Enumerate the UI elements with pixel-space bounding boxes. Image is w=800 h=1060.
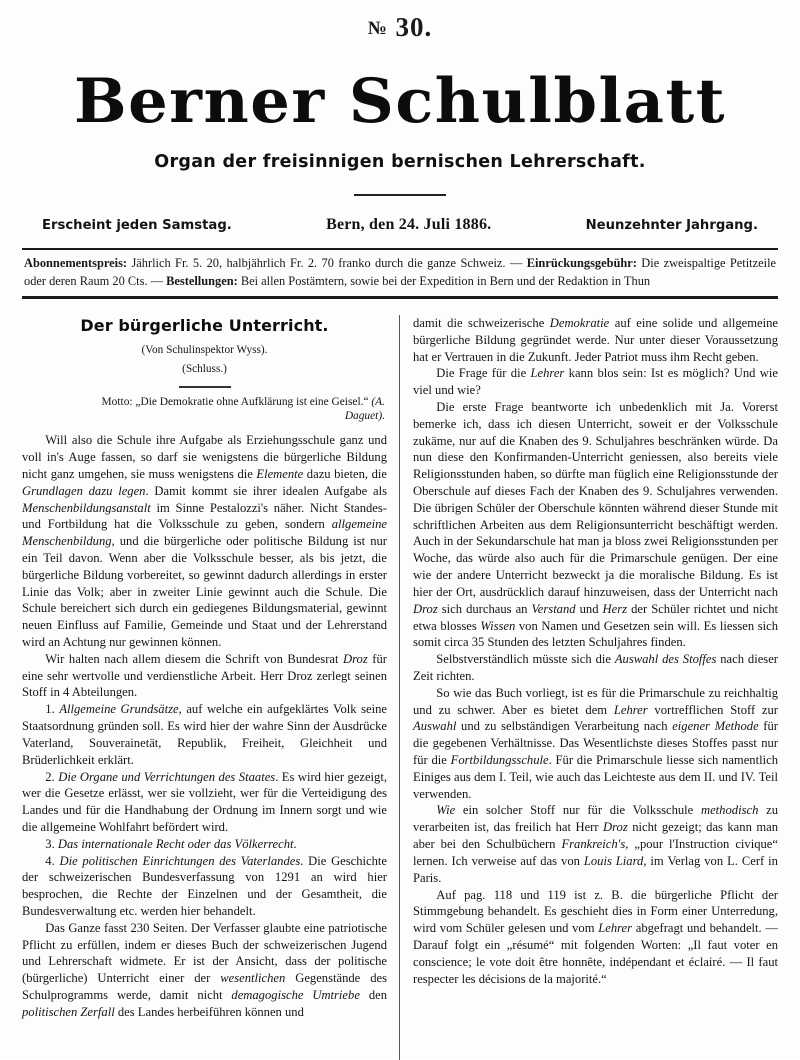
subscription-bottom-rule: [22, 296, 778, 299]
paragraph: Wie ein solcher Stoff nur für die Volksschule methodisch zu verarbeiten ist, das freilich hat Herr Droz nicht gezeigt; das kann man aber bei den Schulbüchern Frankreich's, „pour l'Instruction civique“ lernen. Ich verweise auf das von Louis Liard, im Verlag von L. Cerf in Paris.: [413, 803, 779, 885]
paragraph: Die erste Frage beantworte ich unbedenklich mit Ja. Vorerst bemerke ich, dass ich diesen Unterricht, soweit er der Volksschule zukäme, nur auf die Knaben des 9. Schuljahres beschränken würde. Da nun diese den Konfirmanden-Unterricht geniessen, also bereits viele Religionsstunden haben, so dürfte man füglich eine Religionsstunde der Oberschule auf dieses Fach der Knaben des 9. Schuljahres verwenden. Die übrigen Schüler der Oberschule könnten während dieser Stunde mit schriftlichen Arbeiten aus dem Religionsunterricht beschäftigt werden. Auch in der Sekundarschule hat man ja bloss zwei Religionsstunden per Woche, das würde also auch für die Primarschule genügen. Der eine wie der andere Unterricht bezweckt ja die moralische Bildung. Es ist hier der Ort, ausdrücklich darauf hinzuweisen, dass der Unterricht nach Droz sich durchaus an Verstand und Herz der Schüler richtet und nicht etwa blosses Wissen von Namen und Gesetzen sein will. Es liessen sich somit circa 35 Stunden des letzten Schuljahres finden.: [413, 399, 778, 650]
article-byline: (Von Schulinspektor Wyss).: [141, 344, 268, 357]
paragraph: damit die schweizerische Demokratie auf eine solide und allgemeine bürgerliche Bildung gegründet werde. Nur unter dieser Voraussetzung hat er Vertrauen in die Zukunft. Jeder Patriot muss ihm Recht geben.: [413, 315, 778, 364]
paragraph: 1. Allgemeine Grundsätze, auf welche ein aufgeklärtes Volk seine Staatsordnung gründen soll. Es wird hier der wahre Sinn der Ausdrücke Vaterland, Souverainetät, Republik, Freiheit, Gleichheit und Brüderlichkeit erklärt.: [22, 702, 388, 767]
masthead-divider: [354, 194, 446, 196]
article-title: Der bürgerliche Unterricht.: [80, 315, 329, 335]
place-and-date: Bern, den 24. Juli 1886.: [326, 215, 492, 233]
motto-attribution: (A. Daguet).: [344, 395, 385, 423]
page-title: Berner Schulblatt: [73, 66, 727, 137]
issue-number-line: [0, 0, 800, 41]
paragraph: Die Frage für die Lehrer kann blos sein: Ist es möglich? Und wie viel und wie?: [413, 366, 778, 398]
masthead-subtitle: Organ der freisinnigen bernischen Lehrerschaft.: [154, 152, 646, 172]
subscription-top-rule: [22, 248, 778, 251]
subscription-price-label: Abonnementspreis:: [24, 256, 128, 271]
volume-year: Neunzehnter Jahrgang.: [585, 217, 758, 233]
subscription-info: [24, 255, 776, 290]
motto-divider: [179, 386, 231, 387]
subscription-price-text: Jährlich Fr. 5. 20, halbjährlich Fr. 2. 70 franko durch die ganze Schweiz. —: [127, 256, 527, 271]
article-continuation-note: (Schluss.): [182, 363, 227, 376]
paragraph: 3. Das internationale Recht oder das Völkerrecht.: [45, 836, 297, 851]
advertising-fee-text: Die zweispaltige Petitzeile oder deren Raum 20 Cts. —: [24, 256, 777, 288]
article-columns: [22, 315, 778, 1060]
publication-frequency: Erscheint jeden Samstag.: [42, 217, 232, 233]
article-motto: [22, 395, 385, 425]
advertising-fee-label: Einrückungsgebühr:: [526, 256, 637, 271]
paragraph: 4. Die politischen Einrichtungen des Vaterlandes. Die Geschichte der schweizerischen Bundesverfassung von 1291 an wird hier besprochen, die Rechte der Einzelnen und der Gesamtheit, die Bundesverwaltung etc. werden hier behandelt.: [22, 853, 388, 919]
orders-label: Bestellungen:: [166, 273, 238, 288]
paragraph: Will also die Schule ihre Aufgabe als Erziehungsschule ganz und voll in's Auge fassen, so darf sie wenigstens die bürgerliche Bildung nicht ganz umgehen, sie muss wenigstens die Elemente dazu bieten, die Grundlagen dazu legen. Damit kommt sie ihrer idealen Aufgabe als Menschenbildungsanstalt im Sinne Pestalozzi's näher. Nicht Standes- und Fortbildung hat die Volksschule zu geben, sondern allgemeine Menschenbildung, und die bürgerliche oder politische Bildung ist nur ein Teil davon. Wenn aber die Volksschule besser, als bis jetzt, die bürgerliche Bildung vorbereitet, so gewinnt dadurch allerdings in erster Linie das Volk; aber in zweiter Linie gewinnt auch die Schule. Die Schule bereichert sich durch ein gediegenes Bildungsmaterial, gewinnt neuen Einfluss auf Familie, Gemeinde und Staat und der Lehrerstand wird an Achtung nur gewinnen können.: [22, 433, 387, 650]
orders-text: Bei allen Postämtern, sowie bei der Expedition in Bern und der Redaktion in Thun: [237, 273, 651, 288]
paragraph: Das Ganze fasst 230 Seiten. Der Verfasser glaubte eine patriotische Pflicht zu erfüllen, indem er dieses Buch der schweizerischen Jugend und Lehrerschaft widmete. Er ist der Ansicht, dass der politische (bürgerliche) Unterricht einer der wesentlichen Gegenstände des Schulprogramms werde, damit nicht demagogische Umtriebe den politischen Zerfall des Landes herbeiführen können und: [22, 920, 387, 1019]
motto-label: Motto:: [101, 395, 133, 408]
paragraph: Auf pag. 118 und 119 ist z. B. die bürgerliche Pflicht der Stimmgebung behandelt. Es geschieht dies in Form einer Unterredung, wird vom Schüler gelesen und vom Lehrer abgefragt und behandelt. — Darauf folgt ein „résumé“ mit folgenden Worten: „Il faut voter en conscience; le vote doit être honnête, indépendant et éclairé. — Il faut respecter les décisions de la majorité.“: [413, 887, 778, 986]
masthead-info-line: [42, 216, 758, 234]
left-column: [22, 315, 399, 1060]
paragraph: Wir halten nach allem diesem die Schrift von Bundesrat Droz für eine sehr wertvolle und verdienstliche Arbeit. Herr Droz zerlegt seinen Stoff in 4 Abteilungen.: [22, 651, 387, 700]
issue-number: 30.: [395, 12, 433, 42]
numero-sign-icon: №: [367, 18, 388, 39]
paragraph: 2. Die Organe und Verrichtungen des Staates. Es wird hier gezeigt, wer die Gesetze erlässt, wer sie vollzieht, wer für die Verteidigung des Landes und für die Handhabung der Ordnung im Innern sorgt und wie die allgemeine Wohlfahrt befördert wird.: [22, 769, 387, 834]
motto-text: „Die Demokratie ohne Aufklärung ist eine Geisel.“: [132, 395, 369, 408]
paragraph: Selbstverständlich müsste sich die Auswahl des Stoffes nach dieser Zeit richten.: [413, 652, 778, 683]
paragraph: So wie das Buch vorliegt, ist es für die Primarschule zu reichhaltig und zu schwer. Aber es bietet dem Lehrer vortrefflichen Stoff zur Auswahl und zu selbständigen Verarbeitung nach eigener Methode für die gegebenen Verhältnisse. Das Wesentlichste dieses Stoffes passt nur für die Fortbildungsschule. Für die Primarschule liesse sich namentlich Einiges aus dem I. Teil, wie auch das Leichteste aus dem II. und IV. Teil verwenden.: [413, 685, 778, 801]
right-column: [399, 315, 778, 1060]
